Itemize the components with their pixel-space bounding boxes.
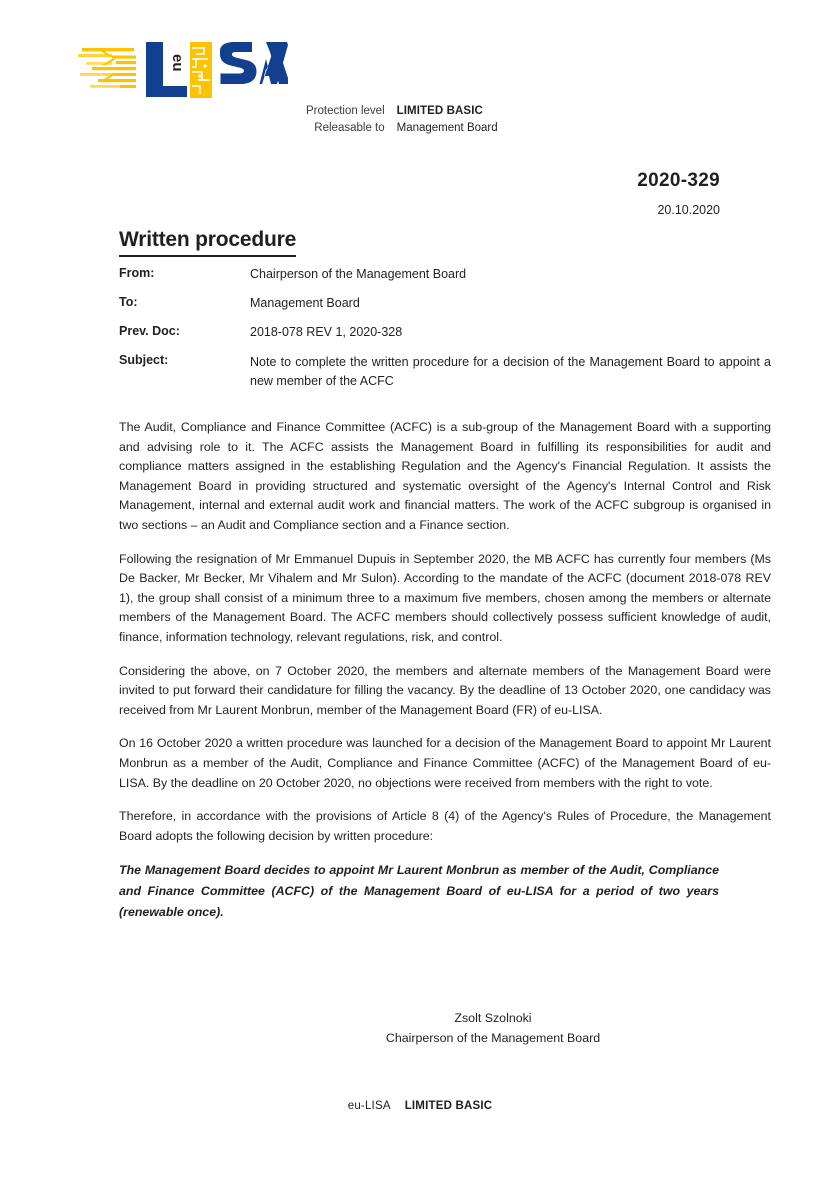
footer-classification: LIMITED BASIC	[404, 1100, 493, 1112]
footer-organisation: eu-LISA	[347, 1100, 391, 1112]
prev-doc-label: Prev. Doc:	[119, 324, 180, 338]
protection-level-value: LIMITED BASIC	[396, 105, 483, 117]
page-title: Written procedure	[119, 228, 296, 257]
logo-eu-mark	[169, 54, 186, 72]
releasable-to-label: Releasable to	[314, 122, 385, 134]
releasable-to-value: Management Board	[396, 122, 498, 134]
body-paragraph-3: Considering the above, on 7 October 2020, the members and alternate members of the Management Board were invited to put forward their candidature for filling the vacancy. By the deadline of 13 October 2020, one candidacy was received from Mr Laurent Monbrun, member of the Management Board (FR) of eu-LISA.	[119, 663, 771, 717]
releasable-to-row	[306, 120, 498, 137]
eu-lisa-logo	[76, 36, 288, 102]
protection-level-row	[306, 103, 498, 120]
body-paragraph-4: On 16 October 2020 a written procedure was launched for a decision of the Management Board to appoint Mr Laurent Monbrun as a member of the Audit, Compliance and Finance Committee (ACFC) of the Management Board of eu-LISA. By the deadline on 20 October 2020, no objections were received from members with the right to vote.	[119, 736, 771, 790]
meta-row-subject	[119, 353, 771, 391]
logo-letters-sa	[220, 42, 288, 84]
document-date: 20.10.2020	[657, 203, 720, 217]
prev-doc-value: 2018-078 REV 1, 2020-328	[250, 325, 403, 339]
logo-speedlines-icon	[78, 48, 136, 88]
meta-row-from	[119, 266, 771, 283]
to-value: Management Board	[250, 296, 360, 310]
signature-name: Zsolt Szolnoki	[454, 1011, 532, 1025]
signature-role: Chairperson of the Management Board	[385, 1031, 601, 1045]
body-paragraph-1: The Audit, Compliance and Finance Committee (ACFC) is a sub-group of the Management Board with a supporting and advising role to it. The ACFC assists the Management Board in fulfilling its responsibilities for audit and compliance matters assigned in the establishing Regulation and the Agency's Financial Regulation. It assists the Management Board in providing structured and systematic oversight of the Agency's Internal Control and Risk Management, internal and external audit work and financial matters. The work of the ACFC subgroup is organised in two sections – an Audit and Compliance section and a Finance section.	[119, 420, 771, 532]
protection-level-label: Protection level	[306, 105, 385, 117]
from-value: Chairperson of the Management Board	[250, 267, 467, 281]
protection-header	[306, 103, 498, 137]
document-number: 2020-329	[637, 170, 720, 191]
svg-text:eu: eu	[169, 54, 186, 72]
from-label: From:	[119, 266, 155, 280]
body-paragraph-2: Following the resignation of Mr Emmanuel Dupuis in September 2020, the MB ACFC has currently four members (Ms De Backer, Mr Becker, Mr Vihalem and Mr Sulon). According to the mandate of the ACFC (document 2018-078 REV 1), the group shall consist of a minimum three to a maximum five members, chosen among the members or alternate members of the Management Board. The ACFC members should collectively possess sufficient knowledge of audit, finance, information technology, relevant regulations, risk, and control.	[119, 551, 771, 644]
subject-value: Note to complete the written procedure for a decision of the Management Board to appoint a new member of the ACFC	[250, 355, 771, 388]
meta-row-prev-doc	[119, 324, 771, 341]
meta-row-to	[119, 295, 771, 312]
page-footer	[0, 1100, 840, 1112]
body-paragraph-5: Therefore, in accordance with the provisions of Article 8 (4) of the Agency's Rules of Procedure, the Management Board adopts the following decision by written procedure:	[119, 809, 771, 843]
to-label: To:	[119, 295, 138, 309]
signature-block	[0, 1008, 840, 1048]
decision-statement: The Management Board decides to appoint Mr Laurent Monbrun as member of the Audit, Compliance and Finance Committee (ACFC) of the Management Board of eu-LISA for a period of two years (renewable once).	[119, 863, 719, 920]
subject-label: Subject:	[119, 353, 169, 367]
document-body	[119, 418, 771, 937]
document-meta	[119, 266, 771, 403]
logo-circuit-block	[190, 42, 212, 98]
eu-lisa-logo-icon	[76, 36, 288, 102]
